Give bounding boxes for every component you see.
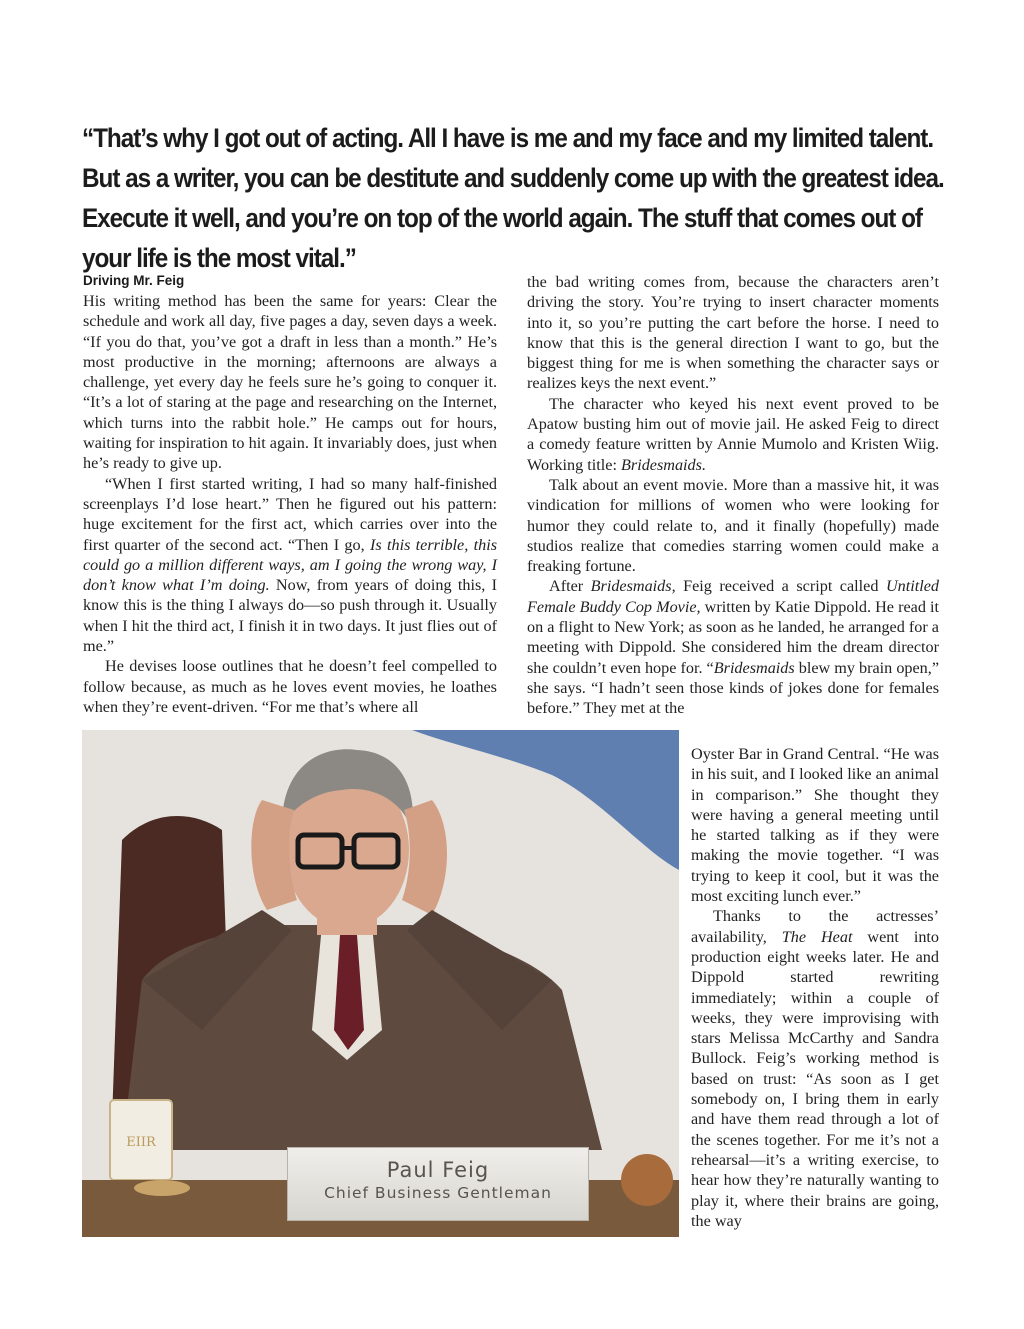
paragraph: “When I first started writing, I had so many half-finished screenplays I’d lose heart.” Then he figured out his pattern: huge excitement for the first act, which carries over into the first quarter of the second act. “Then I go, Is this terrible, this could go a million different ways, am I going the wrong way, I don’t know what I’m doing. Now, from years of doing this, I know this is the thing I always do—so push through it. Usually when I hit the third act, I finish it in two days. It just flies out of me.” <box>83 474 497 656</box>
paragraph: Thanks to the actresses’ availability, The Heat went into production eight weeks later. He and Dippold started rewriting immediately; within a couple of weeks, they were improvising with stars Melissa McCarthy and Sandra Bullock. Feig’s working method is based on trust: “As soon as I get somebody on, I bring them in early and have them read through a lot of the scenes together. For me it’s not a rehearsal—it’s a writing exercise, to hear how they’re naturally wanting to play it, where their brains are going, the way <box>691 907 939 1230</box>
nameplate <box>287 1147 589 1221</box>
pull-quote: “That’s why I got out of acting. All I have is me and my face and my limited talent. But as a writer, you can be destitute and suddenly come up with the greatest idea. Execute it well, and you’re on top of the world again. The stuff that comes out of your life is the most vital.” <box>82 123 944 273</box>
italic-text: Untitled Female Buddy Cop Movie, <box>527 577 939 616</box>
paragraph: the bad writing comes from, because the characters aren’t driving the story. You’re trying to insert character moments into it, so you’re putting the cart before the horse. I need to know that this is the general direction I want to go, but the biggest thing for me is when something the character says or realizes keys the next event.” <box>527 273 939 393</box>
paragraph: He devises loose outlines that he doesn’t feel compelled to follow because, as much as he loves event movies, he loathes when they’re event-driven. “For me that’s where all <box>83 657 497 716</box>
portrait-photo <box>82 730 679 1237</box>
paragraph: The character who keyed his next event proved to be Apatow busting him out of movie jail. He asked Feig to direct a comedy feature written by Annie Mumolo and Kristen Wiig. Working title: Bridesmaids. <box>527 394 939 474</box>
section-heading: Driving Mr. Feig <box>83 273 185 288</box>
italic-text: Bridesmaids <box>713 658 795 677</box>
paragraph: His writing method has been the same for years: Clear the schedule and work all day, five pages a day, seven days a week. “If you do that, you’ve got a draft in less than a month.” He’s most productive in the morning; afternoons are always a challenge, yet every day he feels sure he’s going to conquer it. “It’s a lot of staring at the page and researching on the Internet, which turns into the rabbit hole.” He camps out for hours, waiting for inspiration to hit again. It invariably does, just when he’s ready to give up. <box>83 292 497 473</box>
nameplate-name: Paul Feig <box>386 1158 490 1182</box>
nameplate-title: Chief Business Gentleman <box>324 1184 552 1202</box>
column-1 <box>83 272 497 717</box>
italic-text: Is this terrible, this could go a million different ways, am I going the wrong way, I don’t know what I’m doing. <box>83 535 497 595</box>
paragraph: Oyster Bar in Grand Central. “He was in his suit, and I looked like an animal in comparison.” She thought they were having a general meeting until he started talking as if they were making the movie together. “I was trying to keep it cool, but it was the most exciting lunch ever.” <box>691 745 939 906</box>
column-3 <box>691 744 939 1231</box>
mug-text: EIIR <box>126 1135 156 1150</box>
italic-text: Bridesmaids, <box>590 577 676 596</box>
italic-text: Bridesmaids. <box>621 455 706 474</box>
paragraph: Talk about an event movie. More than a massive hit, it was vindication for millions of women who were looking for humor they could relate to, and it finally (hopefully) made studios realize that comedies starring women could make a freaking fortune. <box>527 475 939 576</box>
column-2 <box>527 272 939 719</box>
italic-text: The Heat <box>781 927 853 946</box>
paragraph: After Bridesmaids, Feig received a script called Untitled Female Buddy Cop Movie, written by Katie Dippold. He read it on a flight to New York; as soon as he landed, he arranged for a meeting with Dippold. She considered him the dream director she couldn’t even hope for. “Bridesmaids blew my brain open,” she says. “I hadn’t seen those kinds of jokes done for females before.” They met at the <box>527 577 940 718</box>
